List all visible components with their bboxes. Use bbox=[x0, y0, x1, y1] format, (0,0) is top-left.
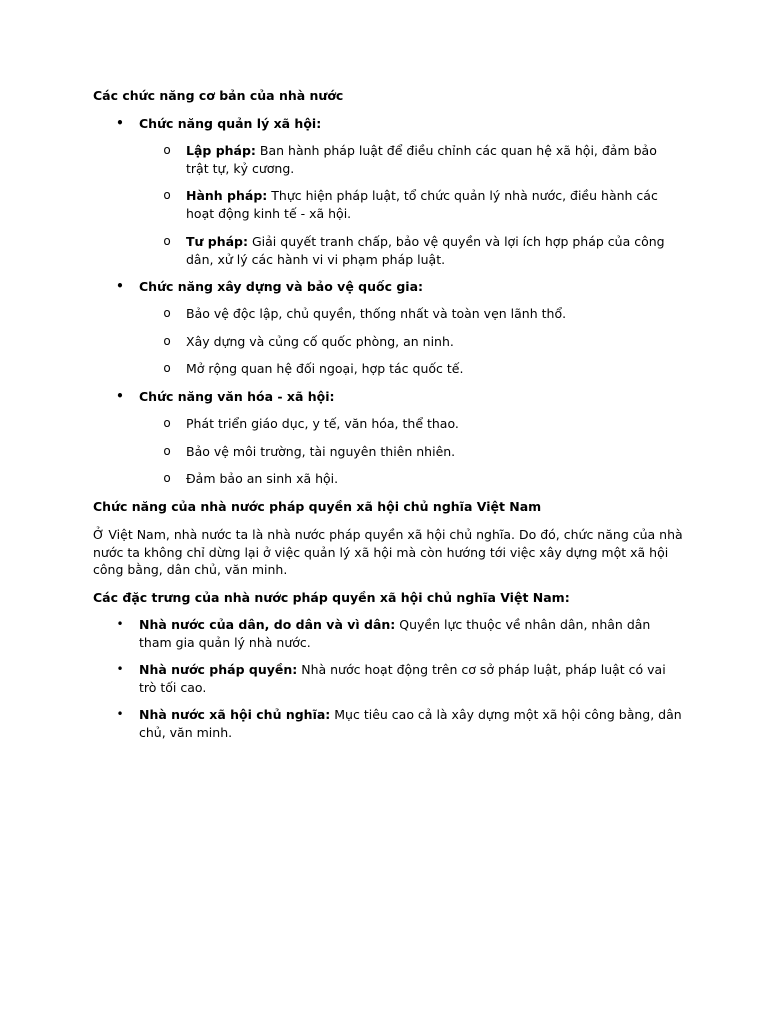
section-culture-society bbox=[116, 388, 683, 406]
list-item bbox=[163, 333, 683, 351]
item-text: Giải quyết tranh chấp, bảo vệ quyền và lợi ích hợp pháp của công dân, xử lý các hành vi vi phạm pháp luật. bbox=[186, 234, 665, 267]
list-item-judicial bbox=[163, 233, 683, 268]
sub-bullet: o bbox=[163, 234, 171, 248]
sub-bullet: o bbox=[163, 334, 171, 348]
sub-bullet: o bbox=[163, 444, 171, 458]
bullet: • bbox=[116, 707, 124, 721]
list-item bbox=[163, 470, 683, 488]
list-item bbox=[163, 415, 683, 433]
sub-bullet: o bbox=[163, 143, 171, 157]
bullet: • bbox=[116, 617, 124, 631]
item-text: Quyền lực thuộc về nhân dân, nhân dân tham gia quản lý nhà nước. bbox=[139, 617, 651, 650]
item-text: Mục tiêu cao cả là xây dựng một xã hội công bằng, dân chủ, văn minh. bbox=[139, 707, 682, 740]
list-item bbox=[163, 443, 683, 461]
bullet: • bbox=[116, 279, 124, 293]
section-label: Chức năng quản lý xã hội: bbox=[139, 116, 322, 131]
list-item-legislative bbox=[163, 142, 683, 177]
bullet: • bbox=[116, 116, 124, 130]
heading-characteristics: Các đặc trưng của nhà nước pháp quyền xã hội chủ nghĩa Việt Nam: bbox=[93, 590, 570, 605]
feature-item-socialist bbox=[116, 706, 683, 741]
section-national-defense bbox=[116, 278, 683, 296]
item-text: Bảo vệ độc lập, chủ quyền, thống nhất và toàn vẹn lãnh thổ. bbox=[186, 306, 567, 321]
item-term: Tư pháp: bbox=[186, 234, 249, 249]
sub-bullet: o bbox=[163, 416, 171, 430]
item-term: Hành pháp: bbox=[186, 188, 268, 203]
item-term: Nhà nước xã hội chủ nghĩa: bbox=[139, 707, 331, 722]
item-text: Đảm bảo an sinh xã hội. bbox=[186, 471, 339, 486]
item-text: Ban hành pháp luật để điều chỉnh các quan hệ xã hội, đảm bảo trật tự, kỷ cương. bbox=[186, 143, 657, 176]
section-social-management bbox=[116, 115, 683, 133]
item-text: Bảo vệ môi trường, tài nguyên thiên nhiên. bbox=[186, 444, 456, 459]
section-label: Chức năng văn hóa - xã hội: bbox=[139, 389, 335, 404]
item-term: Lập pháp: bbox=[186, 143, 256, 158]
bullet: • bbox=[116, 662, 124, 676]
list-item-executive bbox=[163, 187, 683, 222]
feature-item-of-the-people bbox=[116, 616, 683, 651]
item-text: Mở rộng quan hệ đối ngoại, hợp tác quốc tế. bbox=[186, 361, 464, 376]
section-label: Chức năng xây dựng và bảo vệ quốc gia: bbox=[139, 279, 424, 294]
sub-bullet: o bbox=[163, 471, 171, 485]
feature-item-rule-of-law bbox=[116, 661, 683, 696]
paragraph-intro: Ở Việt Nam, nhà nước ta là nhà nước pháp quyền xã hội chủ nghĩa. Do đó, chức năng của nhà nước ta không chỉ dừng lại ở việc quản lý xã hội mà còn hướng tới việc xây dựng một xã hội công bằng, dân chủ, văn minh. bbox=[93, 527, 683, 577]
list-item bbox=[163, 305, 683, 323]
item-text: Nhà nước hoạt động trên cơ sở pháp luật, pháp luật có vai trò tối cao. bbox=[139, 662, 666, 695]
item-text: Thực hiện pháp luật, tổ chức quản lý nhà nước, điều hành các hoạt động kinh tế - xã hội. bbox=[186, 188, 658, 221]
bullet: • bbox=[116, 389, 124, 403]
item-term: Nhà nước của dân, do dân và vì dân: bbox=[139, 617, 396, 632]
item-term: Nhà nước pháp quyền: bbox=[139, 662, 298, 677]
heading-basic-functions: Các chức năng cơ bản của nhà nước bbox=[93, 88, 344, 103]
heading-vn-rule-of-law-functions: Chức năng của nhà nước pháp quyền xã hội chủ nghĩa Việt Nam bbox=[93, 499, 542, 514]
sub-bullet: o bbox=[163, 306, 171, 320]
sub-bullet: o bbox=[163, 361, 171, 375]
list-item bbox=[163, 360, 683, 378]
item-text: Phát triển giáo dục, y tế, văn hóa, thể thao. bbox=[186, 416, 459, 431]
sub-bullet: o bbox=[163, 188, 171, 202]
item-text: Xây dựng và củng cố quốc phòng, an ninh. bbox=[186, 334, 454, 349]
